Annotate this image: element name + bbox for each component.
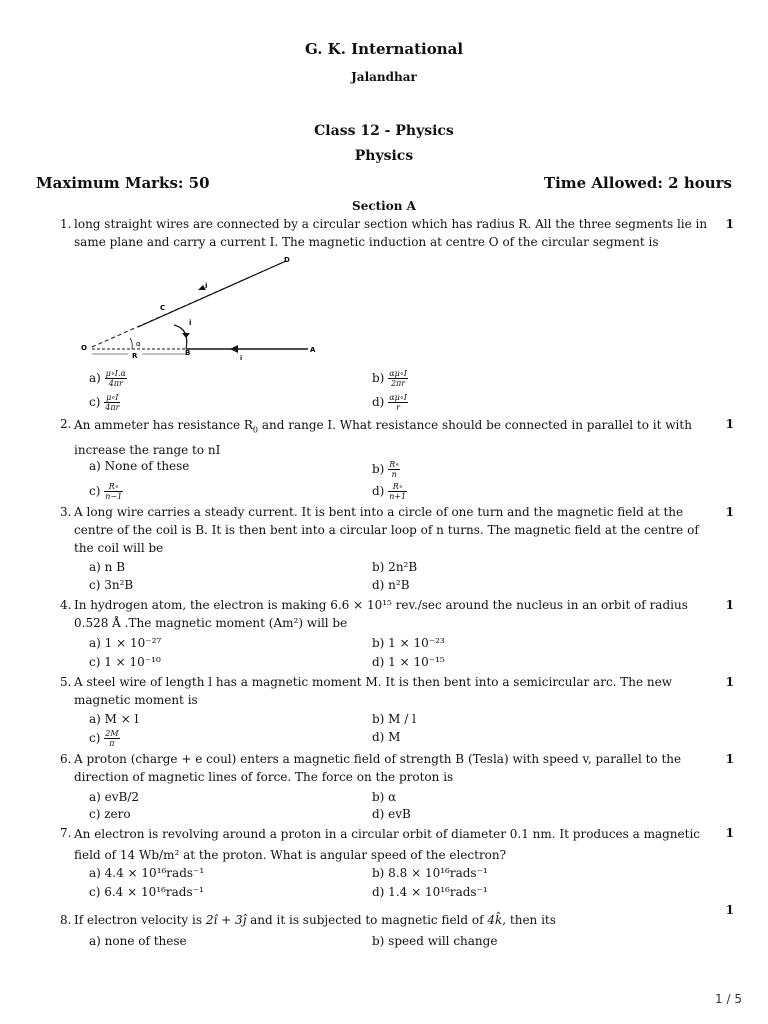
option-2b[interactable]: b) $\frac{R\circ}{n}$ bbox=[372, 460, 400, 479]
option-6b[interactable]: b) α bbox=[372, 790, 397, 804]
option-3a[interactable]: a) n B bbox=[89, 560, 126, 574]
question-8: 8. If electron velocity is 2î + 3ĵ and it is subjected to magnetic field of 4k̂, then its bbox=[60, 913, 556, 927]
option-3d[interactable]: d) n²B bbox=[372, 578, 410, 592]
question-mark: 1 bbox=[725, 826, 734, 840]
option-6a[interactable]: a) evB/2 bbox=[89, 790, 140, 804]
question-mark: 1 bbox=[725, 417, 734, 431]
maximum-marks: Maximum Marks: 50 bbox=[36, 174, 210, 192]
question-4: 4. In hydrogen atom, the electron is making 6.6 × 10¹⁵ rev./sec around the nucleus in an orbit of radius 0.528 Å .The magnetic moment (Am²) will be bbox=[60, 598, 688, 630]
option-8b[interactable]: b) speed will change bbox=[372, 934, 498, 948]
question-mark: 1 bbox=[725, 752, 734, 766]
arrow-ab bbox=[230, 345, 238, 353]
arrow-arc bbox=[182, 333, 190, 338]
question-text: An electron is revolving around a proton in a circular orbit of diameter 0.1 nm. It produces a magnetic field of 14 Wb/m² at the proton. What is angular speed of the electron? bbox=[74, 827, 701, 862]
subject-title: Physics bbox=[354, 148, 414, 164]
school-city: Jalandhar bbox=[351, 70, 417, 84]
question-mark: 1 bbox=[725, 217, 734, 231]
option-5c[interactable]: c) $\frac{2M}{\pi}$ bbox=[89, 729, 119, 748]
option-6d[interactable]: d) evB bbox=[372, 807, 411, 821]
question-mark: 1 bbox=[725, 903, 734, 917]
arc-cb bbox=[174, 325, 187, 349]
question-mark: 1 bbox=[725, 675, 734, 689]
question-number: 1. bbox=[60, 217, 72, 231]
question-text: A proton (charge + e coul) enters a magnetic field of strength B (Tesla) with speed v, parallel to the direction of magnetic lines of force. The force on the proton is bbox=[74, 752, 682, 784]
option-1c[interactable]: c) $\frac{\mu\circ I}{4\pi r}$ bbox=[89, 393, 120, 412]
question-text: If electron velocity is bbox=[74, 913, 206, 927]
school-name: G. K. International bbox=[304, 40, 464, 58]
question-mark: 1 bbox=[725, 505, 734, 519]
option-1d[interactable]: d) $\frac{\alpha\mu\circ I}{r}$ bbox=[372, 393, 407, 412]
question-7: 7. An electron is revolving around a proton in a circular orbit of diameter 0.1 nm. It produces a magnetic field of 14 Wb/m² at the proton. What is angular speed of the electron? bbox=[60, 824, 715, 866]
label-o: O bbox=[81, 344, 87, 352]
option-1a[interactable]: a) $\frac{\mu\circ I.\alpha}{4\pi r}$ bbox=[89, 369, 126, 388]
option-7c[interactable]: c) 6.4 × 10¹⁶rads⁻¹ bbox=[89, 885, 204, 899]
option-6c[interactable]: c) zero bbox=[89, 807, 131, 821]
circuit-figure bbox=[78, 254, 323, 366]
question-mark: 1 bbox=[725, 598, 734, 612]
label-c: C bbox=[160, 304, 166, 312]
label-i-2: i bbox=[189, 319, 192, 327]
option-1b[interactable]: b) $\frac{\alpha\mu\circ I}{2\pi r}$ bbox=[372, 369, 407, 388]
option-4c[interactable]: c) 1 × 10⁻¹⁰ bbox=[89, 655, 161, 669]
question-6: 6. A proton (charge + e coul) enters a magnetic field of strength B (Tesla) with speed v, parallel to the direction of magnetic lines of force. The force on the proton is bbox=[60, 750, 715, 786]
label-r: R bbox=[132, 352, 138, 360]
class-title: Class 12 - Physics bbox=[314, 123, 454, 139]
section-heading: Section A bbox=[352, 199, 416, 213]
question-text: A long wire carries a steady current. It is bent into a circle of one turn and the magnetic field at the centre of the coil is B. It is then bent into a circular loop of n turns. The magnetic field at the centre of the coil will be bbox=[74, 505, 699, 555]
option-4b[interactable]: b) 1 × 10⁻²³ bbox=[372, 636, 445, 650]
option-2c[interactable]: c) $\frac{R\circ}{n-1}$ bbox=[89, 482, 123, 501]
label-i-3: i bbox=[240, 355, 243, 362]
label-alpha: α bbox=[136, 340, 141, 348]
option-3c[interactable]: c) 3n²B bbox=[89, 578, 134, 592]
option-7b[interactable]: b) 8.8 × 10¹⁶rads⁻¹ bbox=[372, 866, 488, 880]
question-1 bbox=[60, 215, 715, 251]
option-8a[interactable]: a) none of these bbox=[89, 934, 187, 948]
option-5d[interactable]: d) M bbox=[372, 730, 401, 744]
question-5: 5. A steel wire of length l has a magnetic moment M. It is then bent into a semicircular arc. The new magnetic moment is bbox=[60, 673, 715, 709]
question-3: 3. A long wire carries a steady current. It is bent into a circle of one turn and the magnetic field at the centre of the coil is B. It is then bent into a circular loop of n turns. The magnetic field at the centre of the coil will be bbox=[60, 503, 715, 557]
label-b: B bbox=[185, 349, 191, 357]
option-4d[interactable]: d) 1 × 10⁻¹⁵ bbox=[372, 655, 445, 669]
page-number: 1 / 5 bbox=[715, 992, 742, 1006]
line-cd bbox=[138, 261, 286, 327]
option-5b[interactable]: b) M / l bbox=[372, 712, 416, 726]
option-3b[interactable]: b) 2n²B bbox=[372, 560, 418, 574]
question-2: 2. An ammeter has resistance $R_0$ and range I. What resistance should be connected in parallel to it with increase the range to nI bbox=[60, 417, 692, 458]
question-text: long straight wires are connected by a circular section which has radius R. All the three segments lie in same plane and carry a current I. The magnetic induction at centre O of the circular segment is bbox=[74, 217, 708, 249]
question-text: A steel wire of length l has a magnetic moment M. It is then bent into a semicircular arc. The new magnetic moment is bbox=[74, 675, 673, 707]
label-i-1: i bbox=[205, 282, 208, 290]
option-4a[interactable]: a) 1 × 10⁻²⁷ bbox=[89, 636, 162, 650]
option-7a[interactable]: a) 4.4 × 10¹⁶rads⁻¹ bbox=[89, 866, 205, 880]
option-2a[interactable]: a) None of these bbox=[89, 459, 190, 473]
question-text: In hydrogen atom, the electron is making bbox=[74, 598, 331, 612]
option-5a[interactable]: a) M × l bbox=[89, 712, 139, 726]
label-d: D bbox=[284, 256, 290, 264]
option-7d[interactable]: d) 1.4 × 10¹⁶rads⁻¹ bbox=[372, 885, 488, 899]
label-a: A bbox=[310, 346, 316, 354]
question-text: An ammeter has resistance R bbox=[74, 418, 253, 432]
time-allowed: Time Allowed: 2 hours bbox=[543, 174, 732, 192]
option-2d[interactable]: d) $\frac{R\circ}{n+1}$ bbox=[372, 482, 407, 501]
angle-arc bbox=[130, 338, 132, 349]
